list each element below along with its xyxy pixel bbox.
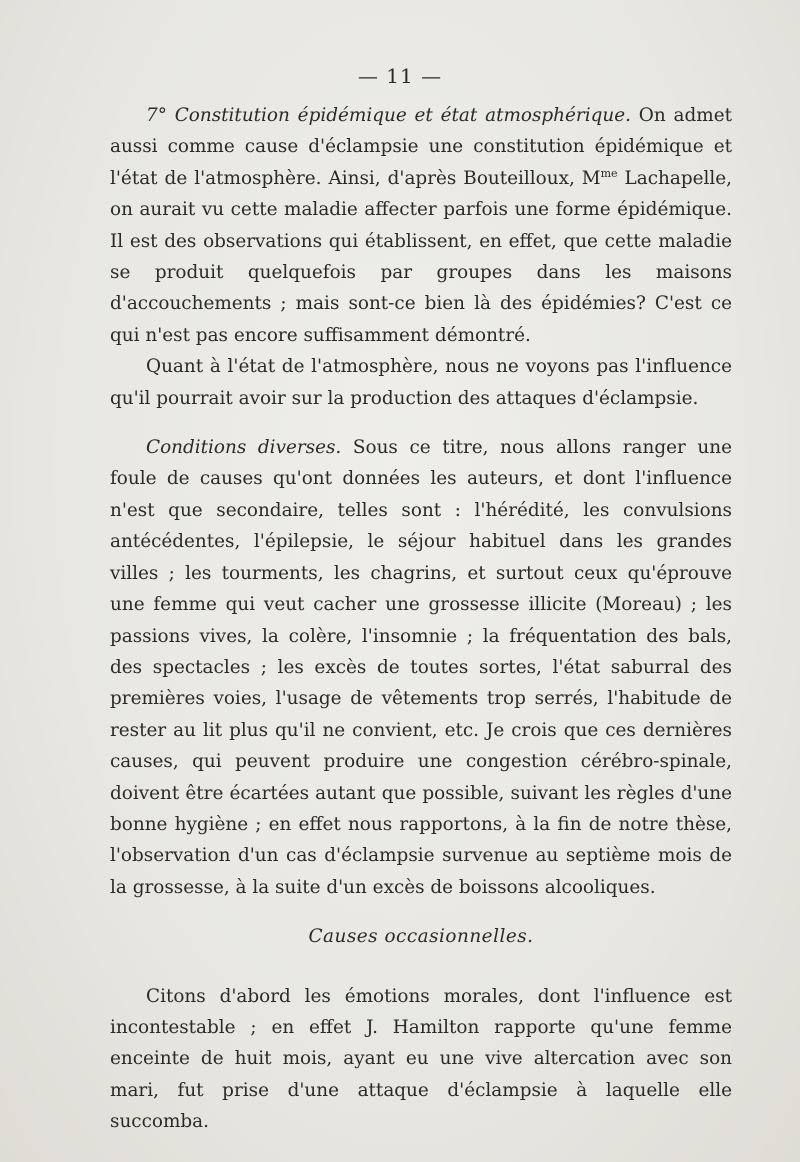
body-text (110, 100, 732, 1138)
section-title-conditions: Conditions diverses. (146, 437, 342, 459)
heading-causes-occasionnelles: Causes occasionnelles. (308, 926, 534, 948)
paragraph-constitution-text-2: Lachapelle, on aurait vu cette maladie affecter parfois une forme épidémique. Il est des observations qui établissent, en effet, que cette maladie se produit quelquefois par groupes dans les maisons d'accouchements ; mais sont-ce bien là des épidémies? C'est ce qui n'est pas encore suffisamment démontré. (110, 167, 732, 346)
paragraph-constitution (110, 100, 732, 351)
section-title-constitution: 7° Constitution épidémique et état atmosphérique. (146, 105, 631, 126)
paragraph-atmosphere: Quant à l'état de l'atmosphère, nous ne voyons pas l'influence qu'il pourrait avoir sur la production des attaques d'éclampsie. (110, 356, 732, 409)
superscript-me: me (600, 166, 618, 180)
page-number: — 11 — (357, 64, 443, 88)
paragraph-constitution-text: On admet aussi comme cause d'éclampsie une constitution épidémique et l'état de l'atmosphère. Ainsi, d'après Bouteilloux, M (110, 105, 732, 189)
paragraph-conditions (110, 432, 732, 903)
paragraph-occasional: Citons d'abord les émotions morales, dont l'influence est incontestable ; en effet J. Hamilton rapporte qu'une femme enceinte de huit mois, ayant eu une vive altercation avec son mari, fut prise d'une attaque d'éclampsie à laquelle elle succomba. (110, 985, 732, 1133)
paragraph-conditions-text: Sous ce titre, nous allons ranger une foule de causes qu'ont données les auteurs, et dont l'influence n'est que secondaire, telles sont : l'hérédité, les convulsions antécédentes, l'épilepsie, le séjour habituel dans les grandes villes ; les tourments, les chagrins, et surtout ceux qu'éprouve une femme qui veut cacher une grossesse illicite (Moreau) ; les passions vives, la colère, l'insomnie ; la fréquentation des bals, des spectacles ; les excès de toutes sortes, l'état saburral des premières voies, l'usage de vêtements trop serrés, l'habitude de rester au lit plus qu'il ne convient, etc. Je crois que ces dernières causes, qui peuvent produire une congestion cérébro-spinale, doivent être écartées autant que possible, suivant les règles d'une bonne hygiène ; en effet nous rapportons, à la fin de notre thèse, l'observation d'un cas d'éclampsie survenue au septième mois de la grossesse, à la suite d'un excès de boissons alcooliques. (110, 437, 732, 898)
